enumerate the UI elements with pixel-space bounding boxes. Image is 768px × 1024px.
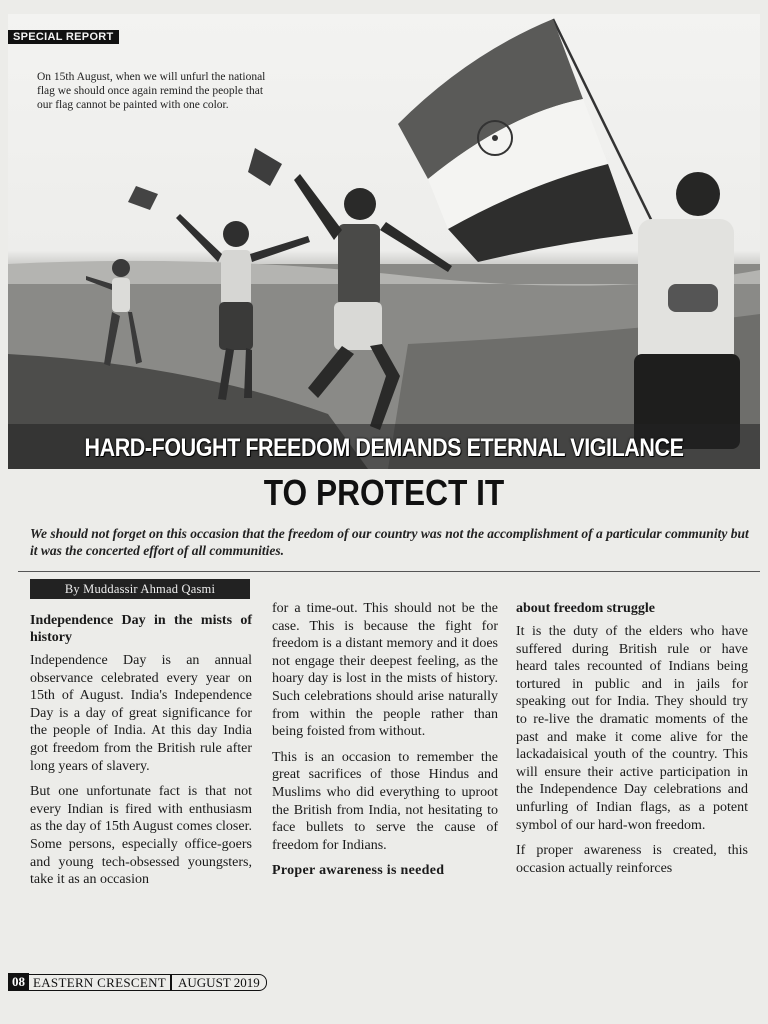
section-badge: SPECIAL REPORT — [8, 30, 119, 44]
page-footer — [8, 973, 267, 991]
publication-name: EASTERN CRESCENT — [29, 974, 171, 991]
paragraph: for a time-out. This should not be the case. This is because the fight for freedom is a distant memory and it does not engage their deepest feeling, as the hoary day is lost in the mists of history. Such celebrations should arise naturally from within the people rather than being foisted from without. — [272, 601, 498, 740]
divider-rule — [18, 571, 760, 572]
article-deck: We should not forget on this occasion that the freedom of our country was not the accomplishment of a particular community but it was the concerted effort of all communities. — [30, 526, 749, 558]
paragraph: It is the duty of the elders who have suffered during British rule or have heard tales recounted of Indians being tortured in public and in jails for speaking out for India. They should try to re-live the dramatic moments of the past and make it come alive for the lackadaisical youth of the country. This will ensure their active participation in the Independence Day celebrations and unfurling of Indian flags, as a potent symbol of our hard-won freedom. — [516, 624, 748, 833]
section-heading-continued: about freedom struggle — [516, 601, 655, 616]
headline-line-1: HARD-FOUGHT FREEDOM DEMANDS ETERNAL VIGILANCE — [84, 434, 684, 462]
paragraph: But one unfortunate fact is that not every Indian is fired with enthusiasm as the day of 15th August comes closer. Some persons, especially office-goers and young tech-obsessed youngsters, take it as an occasion — [30, 784, 252, 888]
headline-line-2: TO PROTECT IT — [263, 472, 505, 513]
indian-flag — [398, 19, 633, 262]
article-column-3 — [516, 600, 748, 885]
section-heading: Independence Day in the mists of history — [30, 613, 252, 645]
teaser-text: On 15th August, when we will unfurl the national flag we should once again remind the people that our flag cannot be painted with one color. — [37, 71, 266, 111]
page-number: 08 — [8, 973, 29, 991]
article-column-1 — [30, 612, 252, 897]
article-column-2 — [272, 600, 498, 885]
paragraph: This is an occasion to remember the great sacrifices of those Hindus and Muslims who did everything to uproot the British from India, not hesitating to face bullets to serve the cause of freedom for Indians. — [272, 749, 498, 853]
paragraph: If proper awareness is created, this occasion actually reinforces — [516, 843, 748, 876]
issue-date: AUGUST 2019 — [171, 974, 267, 991]
section-heading: Proper awareness is needed — [272, 863, 445, 879]
byline: By Muddassir Ahmad Qasmi — [30, 579, 250, 599]
paragraph: Independence Day is an annual observance celebrated every year on 15th of August. India's Independence Day is a day of great significance for the people of India. At this day India got freedom from the British rule after long years of slavery. — [30, 653, 252, 774]
